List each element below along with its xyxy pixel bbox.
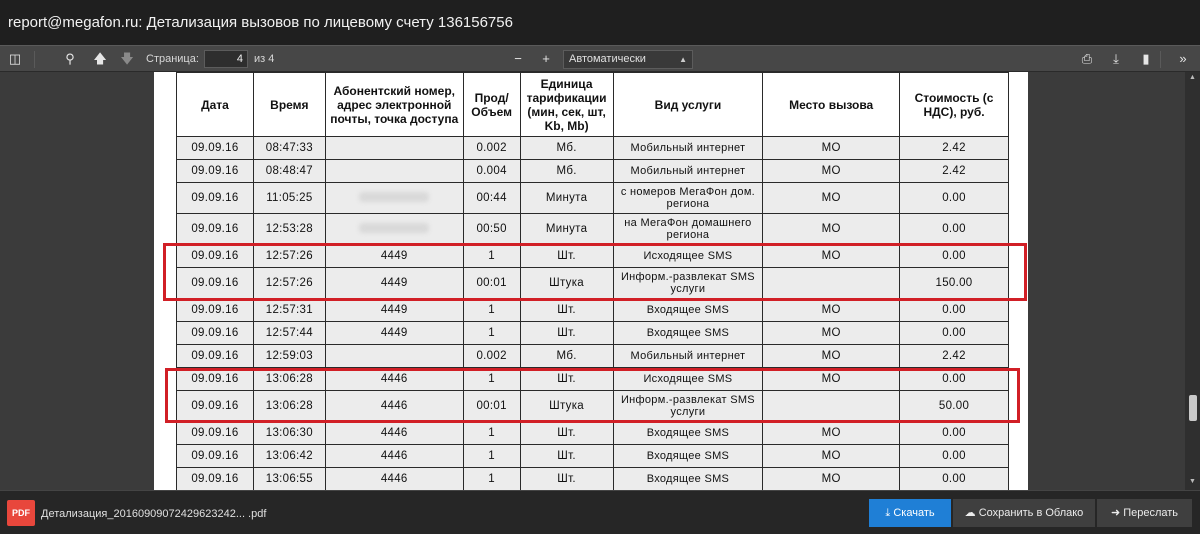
cell-cost: 0.00 [900,468,1009,491]
cell-time: 11:05:25 [253,183,325,214]
cell-date: 09.09.16 [177,160,254,183]
page-total: из 4 [254,53,275,65]
cell-date: 09.09.16 [177,268,254,299]
cell-service: Входящее SMS [613,422,763,445]
header-time: Время [253,73,325,137]
cell-number [325,183,463,214]
cell-place: МО [763,368,900,391]
header-volume: Прод/ Объем [463,73,520,137]
cell-unit: Мб. [520,160,613,183]
window-title: report@megafon.ru: Детализация вызовов по лицевому счету 136156756 [0,0,1200,45]
cell-time: 12:57:26 [253,268,325,299]
table-row [177,445,1009,468]
cell-unit: Минута [520,183,613,214]
cell-cost: 0.00 [900,183,1009,214]
cell-number [325,137,463,160]
cell-date: 09.09.16 [177,299,254,322]
cell-place: МО [763,345,900,368]
cell-date: 09.09.16 [177,183,254,214]
cell-date: 09.09.16 [177,368,254,391]
cell-cost: 2.42 [900,345,1009,368]
cell-volume: 0.004 [463,160,520,183]
cell-unit: Мб. [520,345,613,368]
cell-volume: 1 [463,299,520,322]
redacted-number [359,223,429,233]
cell-service: Входящее SMS [613,299,763,322]
chevron-updown-icon: ▲ [679,55,687,64]
cell-time: 08:47:33 [253,137,325,160]
highlight-box [165,368,1020,423]
cell-volume: 1 [463,245,520,268]
cell-service: Входящее SMS [613,322,763,345]
cell-date: 09.09.16 [177,245,254,268]
cell-cost: 0.00 [900,445,1009,468]
cell-volume: 1 [463,422,520,445]
document-viewer[interactable] [0,72,1200,490]
download-arrow-icon: ⤓ [885,507,891,519]
page-label: Страница: [146,53,199,65]
cell-place: МО [763,137,900,160]
scroll-down-icon[interactable]: ▼ [1189,478,1196,485]
scroll-thumb[interactable] [1189,395,1197,421]
cell-time: 12:57:44 [253,322,325,345]
pdf-file-icon: PDF [7,500,35,526]
cell-place: МО [763,245,900,268]
cell-number [325,160,463,183]
cell-service: Мобильный интернет [613,345,763,368]
cell-number [325,214,463,245]
cell-unit: Шт. [520,422,613,445]
file-name: Детализация_2016090907242962324​2... .pdf [41,508,267,520]
cell-service: Исходящее SMS [613,245,763,268]
cell-service: Информ.-развлекат SMS услуги [613,391,763,422]
cell-time: 08:48:47 [253,160,325,183]
cell-unit: Шт. [520,468,613,491]
cell-date: 09.09.16 [177,345,254,368]
cell-number: 4446 [325,445,463,468]
cell-volume: 0.002 [463,345,520,368]
toolbar-separator [1160,51,1161,68]
zoom-select-value: Автоматически [569,53,646,65]
next-page-icon[interactable]: 🡇 [120,51,134,66]
table-header-row [177,73,1009,137]
table-row [177,422,1009,445]
table-row [177,214,1009,245]
cell-service: Мобильный интернет [613,137,763,160]
toolbar-separator [34,51,35,68]
vertical-scrollbar[interactable] [1185,72,1200,490]
cell-service: Исходящее SMS [613,368,763,391]
cell-unit: Шт. [520,245,613,268]
cell-volume: 0.002 [463,137,520,160]
cell-volume: 1 [463,445,520,468]
cell-time: 13:06:28 [253,391,325,422]
cell-cost: 0.00 [900,245,1009,268]
cell-volume: 00:01 [463,268,520,299]
cell-volume: 00:50 [463,214,520,245]
header-place: Место вызова [763,73,900,137]
pdf-toolbar [0,45,1200,72]
cell-number: 4446 [325,391,463,422]
zoom-select[interactable] [563,50,693,69]
download-icon[interactable]: ⤓ [1113,51,1119,66]
cell-number: 4449 [325,268,463,299]
save-to-cloud-label: Сохранить в Облако [978,507,1084,519]
cell-place: МО [763,299,900,322]
highlight-box [163,243,1027,301]
table-row [177,137,1009,160]
cell-time: 13:06:55 [253,468,325,491]
cell-unit: Шт. [520,322,613,345]
cell-unit: Шт. [520,299,613,322]
cell-place: МО [763,322,900,345]
bookmark-icon[interactable]: ▮ [1142,51,1150,66]
cell-date: 09.09.16 [177,445,254,468]
cell-volume: 00:01 [463,391,520,422]
download-button-label: Скачать [893,507,935,519]
cell-time: 12:53:28 [253,214,325,245]
zoom-in-button[interactable]: + [542,51,550,66]
cell-time: 12:59:03 [253,345,325,368]
cell-volume: 1 [463,468,520,491]
forward-button[interactable] [1097,499,1192,527]
cell-time: 12:57:31 [253,299,325,322]
header-service: Вид услуги [613,73,763,137]
cell-unit: Штука [520,268,613,299]
forward-arrow-icon: ➜ [1110,507,1121,519]
cell-unit: Штука [520,391,613,422]
cell-place: МО [763,468,900,491]
forward-button-label: Переслать [1123,507,1179,519]
cell-number: 4449 [325,299,463,322]
cell-cost: 2.42 [900,160,1009,183]
cell-place: МО [763,183,900,214]
cell-service: Входящее SMS [613,445,763,468]
cell-time: 13:06:42 [253,445,325,468]
cell-volume: 1 [463,322,520,345]
attachment-bar [0,490,1200,534]
cell-volume: 1 [463,368,520,391]
page-number-input[interactable] [204,50,248,68]
cell-date: 09.09.16 [177,468,254,491]
cell-unit: Минута [520,214,613,245]
cell-number: 4446 [325,468,463,491]
cell-time: 12:57:26 [253,245,325,268]
cell-place: МО [763,160,900,183]
cell-date: 09.09.16 [177,137,254,160]
save-to-cloud-button[interactable] [953,499,1095,527]
header-unit: Единица тарификации (мин, сек, шт, Kb, Mb) [520,73,613,137]
table-row [177,345,1009,368]
cell-cost: 2.42 [900,137,1009,160]
cell-time: 13:06:28 [253,368,325,391]
table-row [177,468,1009,491]
previous-page-icon[interactable]: 🡅 [93,51,107,66]
cell-number: 4446 [325,368,463,391]
cell-cost: 0.00 [900,368,1009,391]
table-row [177,322,1009,345]
sidebar-toggle-icon[interactable]: ◫ [8,51,22,66]
cell-unit: Шт. [520,368,613,391]
cell-cost: 150.00 [900,268,1009,299]
cell-place: МО [763,422,900,445]
cell-number [325,345,463,368]
redacted-number [359,192,429,202]
cell-service: Мобильный интернет [613,160,763,183]
cell-date: 09.09.16 [177,322,254,345]
cell-unit: Мб. [520,137,613,160]
cell-service: на МегаФон домашнего региона [613,214,763,245]
header-cost: Стоимость (с НДС), руб. [900,73,1009,137]
header-date: Дата [177,73,254,137]
zoom-out-button[interactable]: − [514,51,522,66]
table-row [177,299,1009,322]
cell-cost: 0.00 [900,422,1009,445]
cell-unit: Шт. [520,445,613,468]
cell-number: 4446 [325,422,463,445]
more-icon[interactable]: » [1179,51,1187,66]
cell-cost: 0.00 [900,322,1009,345]
cloud-icon: ☁ [964,507,976,519]
cell-cost: 0.00 [900,299,1009,322]
cell-cost: 0.00 [900,214,1009,245]
download-button[interactable] [869,499,951,527]
header-number: Абонентский номер, адрес электронной почты, точка доступа [325,73,463,137]
cell-date: 09.09.16 [177,422,254,445]
cell-place: МО [763,445,900,468]
print-icon[interactable]: ⎙ [1081,51,1093,66]
cell-cost: 50.00 [900,391,1009,422]
cell-number: 4449 [325,245,463,268]
cell-time: 13:06:30 [253,422,325,445]
table-row [177,160,1009,183]
cell-number: 4449 [325,322,463,345]
search-icon[interactable]: ⚲ [65,51,75,66]
table-row [177,183,1009,214]
cell-service: с номеров МегаФон дом. региона [613,183,763,214]
cell-service: Входящее SMS [613,468,763,491]
cell-service: Информ.-развлекат SMS услуги [613,268,763,299]
cell-date: 09.09.16 [177,391,254,422]
cell-date: 09.09.16 [177,214,254,245]
scroll-up-icon[interactable]: ▲ [1189,74,1196,81]
cell-place: МО [763,214,900,245]
cell-volume: 00:44 [463,183,520,214]
